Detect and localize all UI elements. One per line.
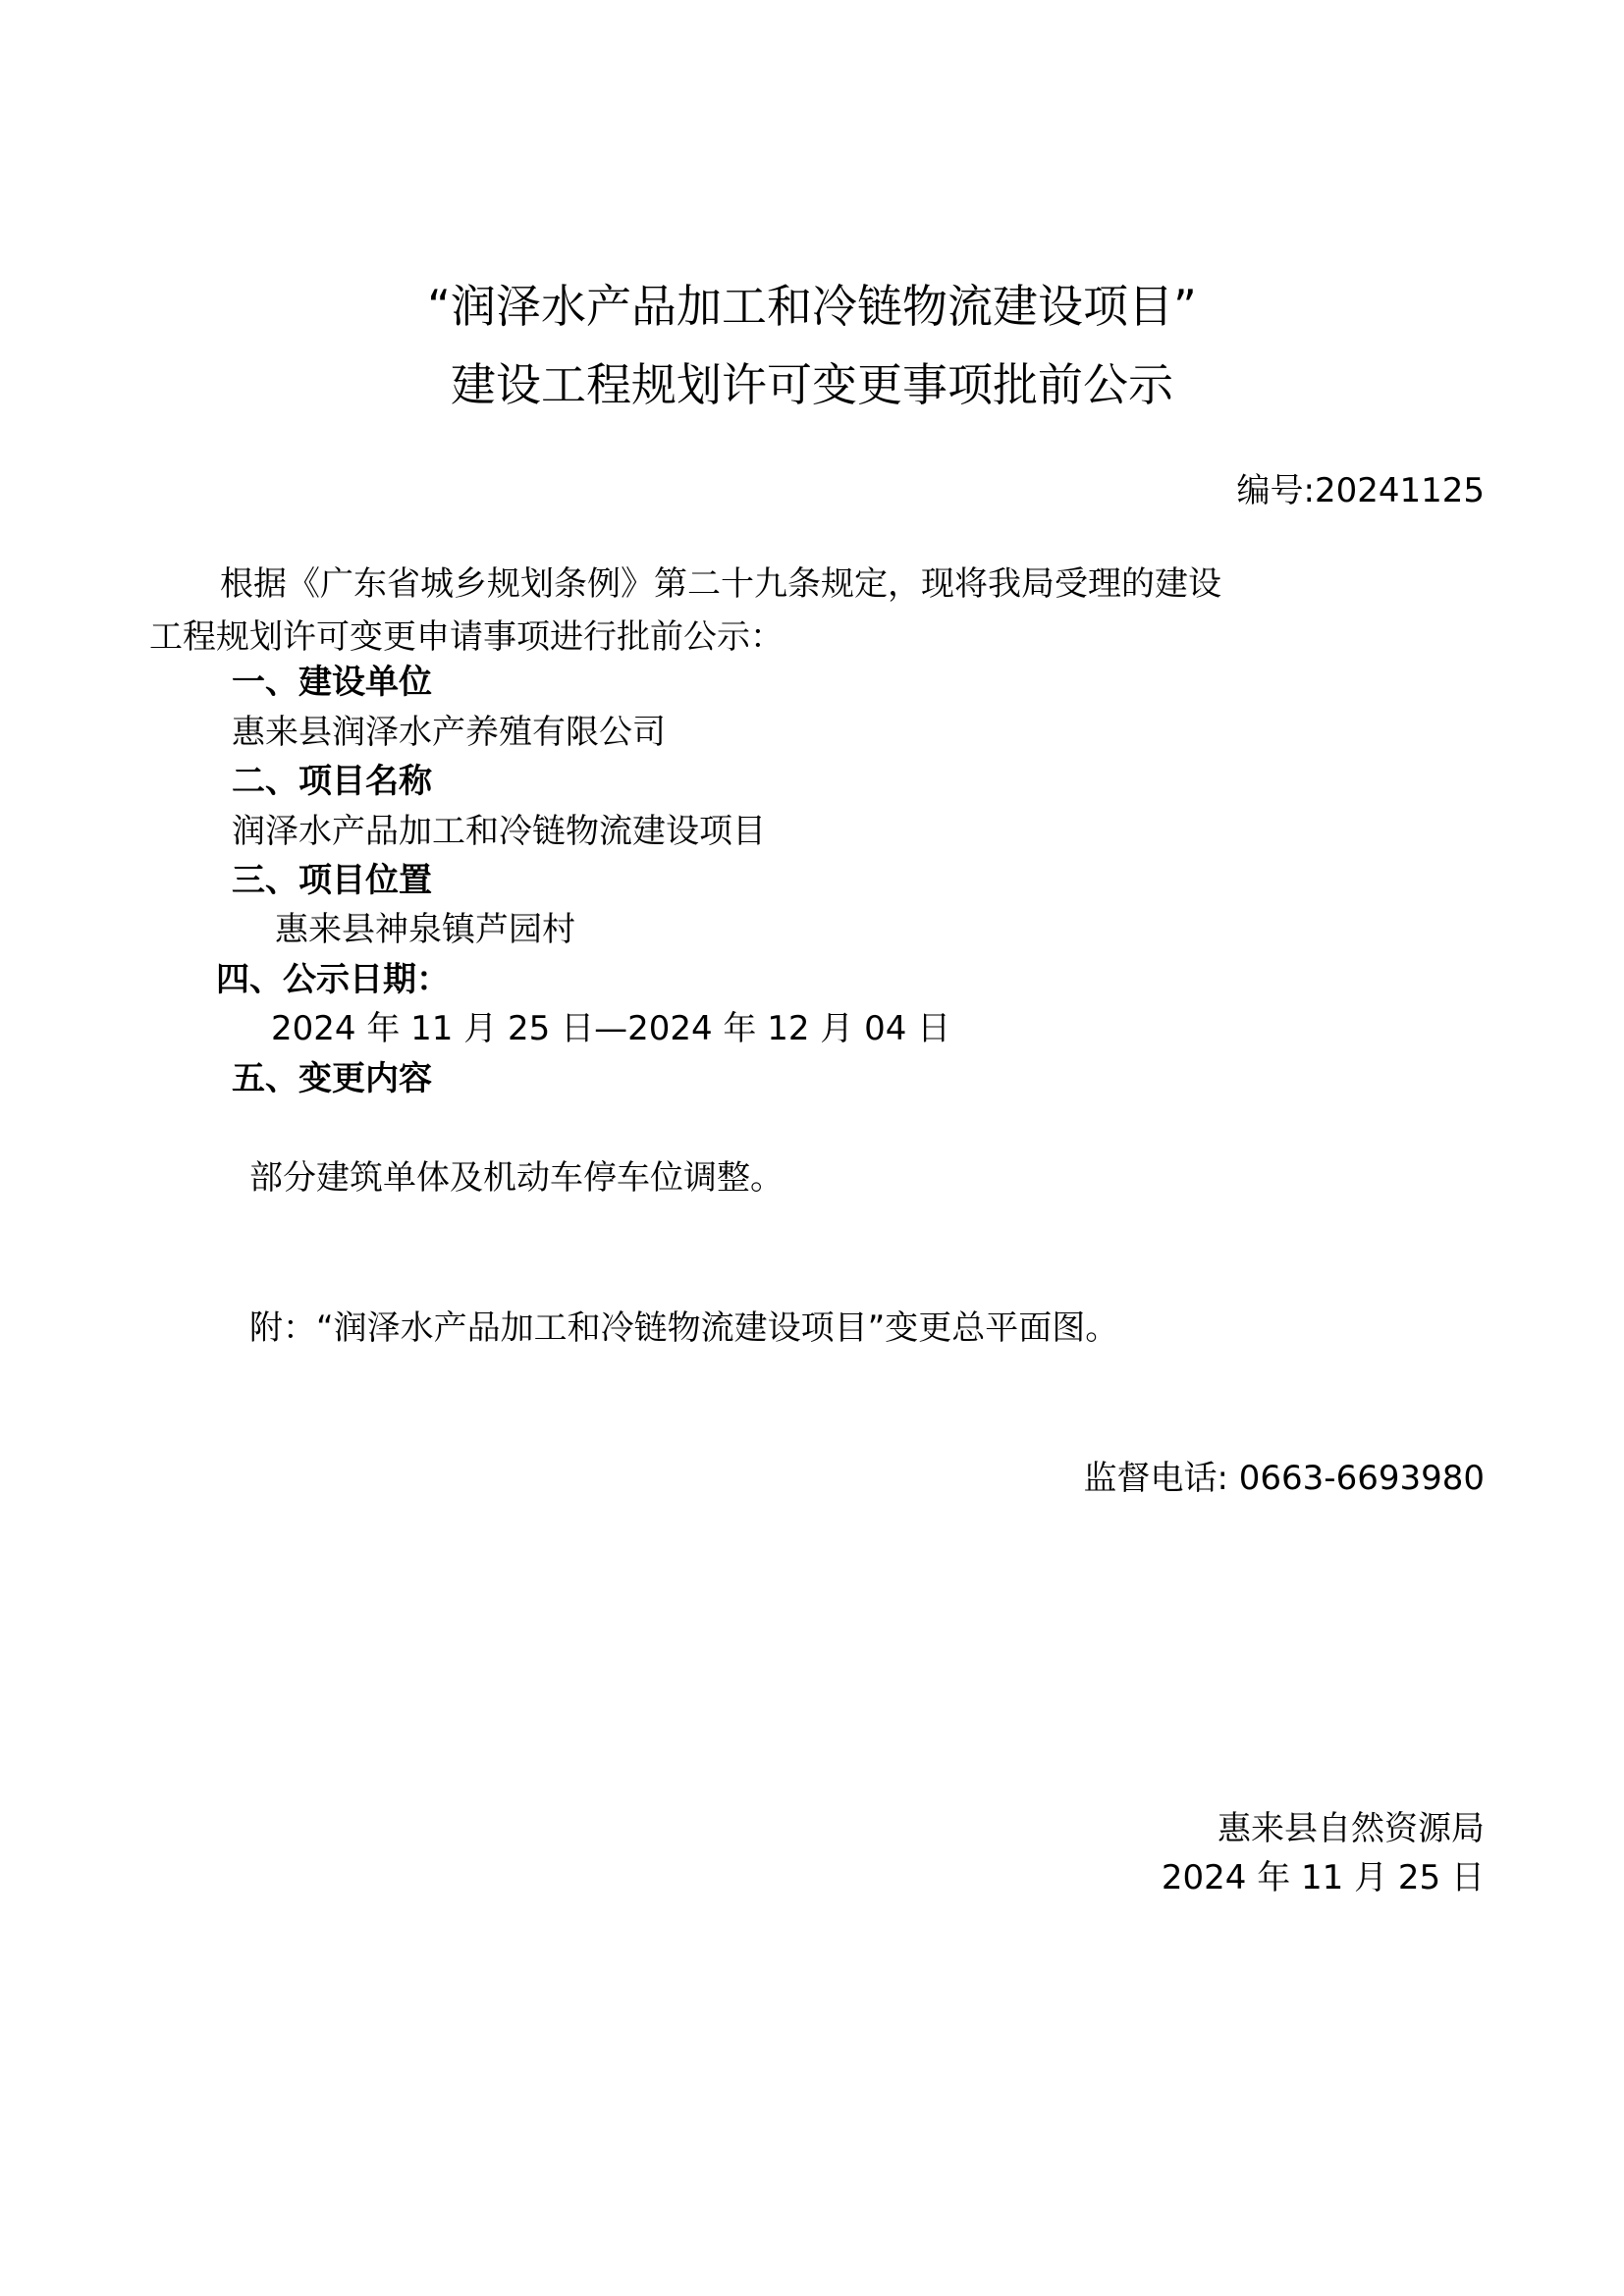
publicity-period-heading: 四、公示日期： <box>216 960 450 999</box>
project-location-value: 惠来县神泉镇芦园村 <box>275 910 575 949</box>
publicity-period-value: 2024 年 11 月 25 日—2024 年 12 月 04 日 <box>271 1009 951 1048</box>
change-content-heading: 五、变更内容 <box>232 1059 432 1098</box>
document-number: 编号:20241125 <box>1236 471 1485 510</box>
intro-line-1: 根据《广东省城乡规划条例》第二十九条规定，现将我局受理的建设 <box>220 564 1221 604</box>
issuing-authority: 惠来县自然资源局 <box>1218 1809 1485 1848</box>
attachment-note: 附：“润泽水产品加工和冷链物流建设项目”变更总平面图。 <box>249 1308 1119 1348</box>
project-location-heading: 三、项目位置 <box>232 861 432 900</box>
change-content-value: 部分建筑单体及机动车停车位调整。 <box>249 1158 784 1198</box>
intro-line-2: 工程规划许可变更申请事项进行批前公示： <box>149 617 784 657</box>
project-name-value: 润泽水产品加工和冷链物流建设项目 <box>232 812 766 851</box>
construction-unit-value: 惠来县润泽水产养殖有限公司 <box>232 713 666 752</box>
document-title-line-2: 建设工程规划许可变更事项批前公示 <box>451 358 1173 411</box>
construction-unit-heading: 一、建设单位 <box>232 663 432 702</box>
supervision-phone: 监督电话: 0663-6693980 <box>1083 1459 1485 1498</box>
issue-date: 2024 年 11 月 25 日 <box>1161 1858 1485 1897</box>
project-name-heading: 二、项目名称 <box>232 762 432 801</box>
document-title-line-1: “润泽水产品加工和冷链物流建设项目” <box>427 280 1197 333</box>
